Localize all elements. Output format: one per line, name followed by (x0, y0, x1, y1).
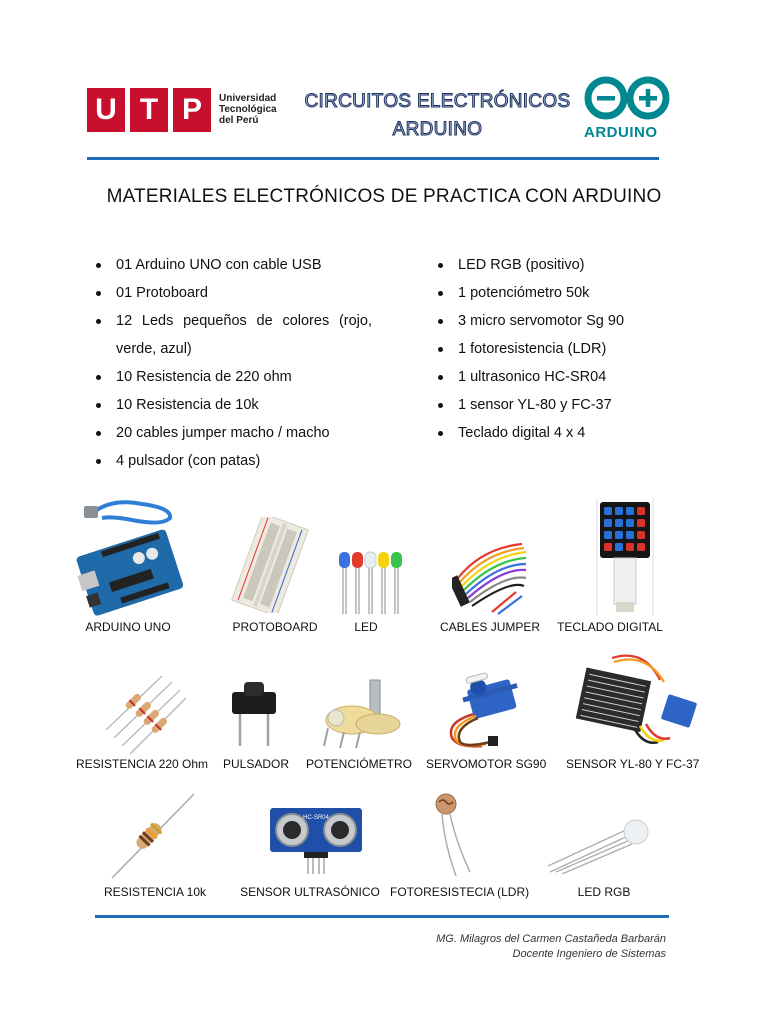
list-item: 12 Leds pequeños de colores (rojo, verde, azul) (90, 307, 372, 363)
caption-pulsador: PULSADOR (222, 757, 290, 771)
page-title: MATERIALES ELECTRÓNICOS DE PRACTICA CON ARDUINO (106, 186, 662, 207)
potentiometer-image (314, 676, 404, 752)
caption-fotoresistencia: FOTORESISTECIA (LDR) (390, 885, 530, 899)
utp-name-line: del Perú (219, 115, 259, 126)
utp-letter-p: P (173, 88, 211, 132)
caption-led-rgb: LED RGB (577, 885, 631, 899)
footer-divider (95, 915, 669, 918)
caption-sensor-yl80: SENSOR YL-80 Y FC-37 (566, 757, 700, 771)
footer-signature (436, 932, 666, 962)
caption-led: LED (354, 620, 378, 634)
resistor-10k-image (108, 792, 198, 880)
materials-list-left (90, 251, 372, 475)
arduino-infinity-icon (580, 72, 676, 122)
pushbutton-image (228, 678, 280, 748)
list-item: 1 sensor YL-80 y FC-37 (432, 391, 712, 419)
led-image (336, 548, 406, 616)
rain-sensor-image (574, 652, 698, 752)
caption-cables-jumper: CABLES JUMPER (440, 620, 541, 634)
arduino-wordmark: ARDUINO (584, 124, 658, 141)
list-item: Teclado digital 4 x 4 (432, 419, 712, 447)
caption-sensor-ultrasonico: SENSOR ULTRASÓNICO (240, 885, 380, 899)
materials-list-right (432, 251, 712, 447)
caption-resistencia-10k: RESISTENCIA 10k (103, 885, 207, 899)
list-item: 3 micro servomotor Sg 90 (432, 307, 712, 335)
resistor-220-image (100, 672, 188, 756)
list-item: 01 Protoboard (90, 279, 372, 307)
list-item: 1 potenciómetro 50k (432, 279, 712, 307)
list-item: LED RGB (positivo) (432, 251, 712, 279)
list-item: 1 ultrasonico HC-SR04 (432, 363, 712, 391)
utp-name-line: Universidad (219, 93, 277, 104)
rgb-led-image (546, 810, 650, 874)
servomotor-image (442, 666, 524, 750)
caption-resistencia-220: RESISTENCIA 220 Ohm (76, 757, 209, 771)
arduino-logo (580, 72, 680, 144)
utp-letter-u: U (87, 88, 125, 132)
caption-arduino-uno: ARDUINO UNO (85, 620, 171, 634)
course-title-line2: ARDUINO (392, 119, 483, 140)
keypad-image (596, 498, 654, 616)
footer-role: Docente Ingeniero de Sistemas (512, 948, 666, 960)
course-title (300, 88, 575, 144)
course-title-line1: CIRCUITOS ELECTRÓNICOS (304, 91, 571, 112)
caption-protoboard: PROTOBOARD (232, 620, 318, 634)
list-item: 10 Resistencia de 10k (90, 391, 372, 419)
ultrasonic-label: HC-SR04 (303, 815, 329, 821)
list-item: 4 pulsador (con patas) (90, 447, 372, 475)
list-item: 1 fotoresistencia (LDR) (432, 335, 712, 363)
arduino-uno-image (72, 498, 184, 616)
list-item: 20 cables jumper macho / macho (90, 419, 372, 447)
ldr-image (426, 792, 478, 878)
header-divider (87, 157, 659, 160)
utp-logo (87, 88, 277, 132)
protoboard-image (222, 517, 318, 613)
caption-servomotor: SERVOMOTOR SG90 (426, 757, 547, 771)
jumper-cables-image (452, 538, 530, 616)
caption-teclado-digital: TECLADO DIGITAL (557, 620, 663, 634)
caption-potenciometro: POTENCIÓMETRO (306, 757, 413, 771)
list-item: 10 Resistencia de 220 ohm (90, 363, 372, 391)
utp-name-line: Tecnológica (219, 104, 277, 115)
footer-author: MG. Milagros del Carmen Castañeda Barbarán (436, 933, 666, 945)
utp-letter-t: T (130, 88, 168, 132)
utp-name (219, 93, 277, 126)
ultrasonic-sensor-image (270, 806, 362, 876)
list-item: 01 Arduino UNO con cable USB (90, 251, 372, 279)
